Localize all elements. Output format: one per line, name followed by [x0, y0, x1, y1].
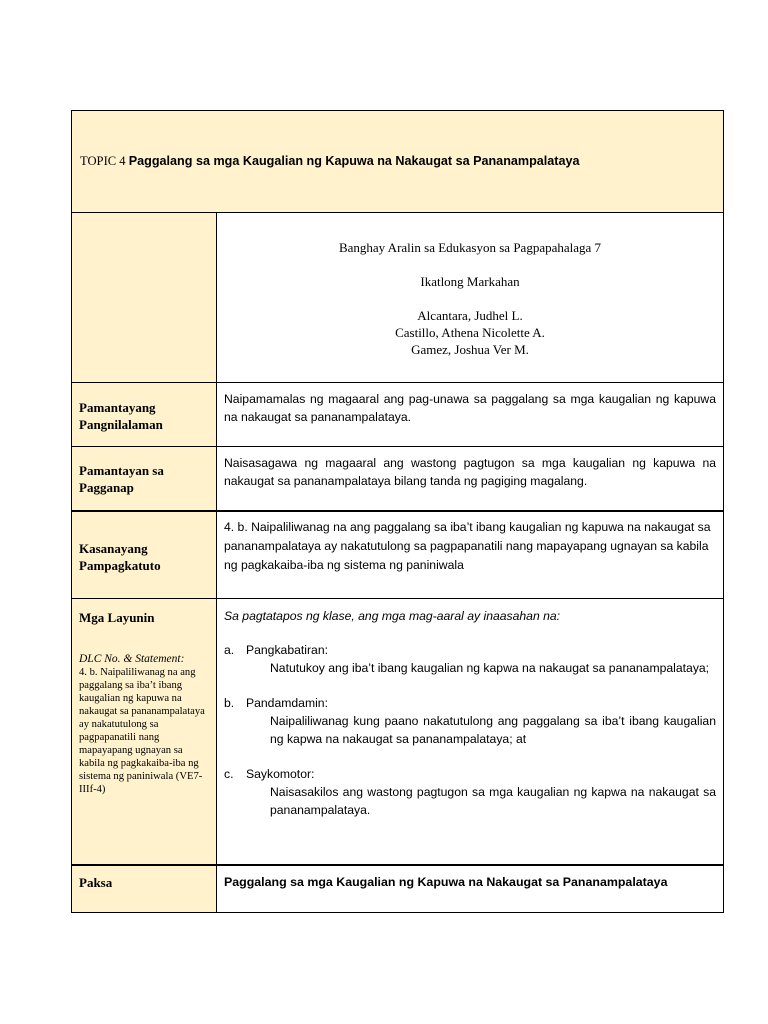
objectives-label: Mga Layunin [79, 610, 155, 625]
competency-row [72, 510, 723, 598]
objective-title: Pangkabatiran: [246, 643, 328, 657]
content-standard-label: Pamantayang Pangnilalaman [79, 400, 163, 432]
objectives-intro: Sa pagtatapos ng klase, ang mga mag-aaral ay inaasahan na: [224, 609, 561, 623]
objective-marker: b. [224, 696, 235, 710]
topic-title-row [72, 111, 723, 212]
topic-text: Paggalang sa mga Kaugalian ng Kapuwa na Nakaugat sa Pananampalataya [224, 875, 668, 889]
lesson-plan-table [71, 110, 724, 913]
author-name: Gamez, Joshua Ver M. [411, 342, 529, 357]
header-info-row [72, 212, 723, 382]
lesson-name: Banghay Aralin sa Edukasyon sa Pagpapahalaga 7 [338, 240, 602, 255]
objective-marker: c. [224, 767, 234, 781]
performance-standard-row [72, 446, 723, 510]
content-standard-row [72, 382, 723, 446]
dlc-text: 4. b. Naipaliliwanag na ang paggalang sa iba’t ibang kaugalian ng kapuwa na nakaugat sa pananampalataya ay nakatutulong sa pagpapanatili nang mapayapang ugnayan sa kabila ng pagkakaiba-iba ng sistema ng paniniwala (VE7-IIIf-4) [79, 667, 205, 795]
objectives-row [72, 598, 723, 864]
objective-title: Saykomotor: [246, 767, 315, 781]
topic-row [72, 864, 723, 912]
performance-standard-text: Naisasagawa ng magaaral ang wastong pagtugon sa mga kaugalian ng kapuwa na nakaugat sa pananampalataya bilang tanda ng pagiging magalang. [224, 456, 716, 488]
objective-marker: a. [224, 643, 235, 657]
topic-title [72, 154, 580, 169]
objective-item [224, 694, 716, 712]
dlc-label: DLC No. & Statement: [79, 653, 185, 665]
header-info-label-cell [72, 213, 217, 382]
author-name: Alcantara, Judhel L. [417, 308, 523, 323]
topic-prefix: TOPIC 4 [80, 154, 129, 168]
author-name: Castillo, Athena Nicolette A. [395, 325, 545, 340]
competency-label: Kasanayang Pampagkatuto [79, 541, 161, 573]
quarter-name: Ikatlong Markahan [420, 274, 520, 289]
objective-item [224, 641, 716, 659]
objectives-cell [217, 599, 723, 864]
competency-label-cell [72, 512, 217, 598]
competency-text: 4. b. Naipaliliwanag na ang paggalang sa iba’t ibang kaugalian ng kapuwa na nakaugat sa pananampalataya ay nakatutulong sa pagpapanatili nang mapayapang ugnayan sa kabila ng pagkakaiba-iba ng sistema ng paniniwala [224, 520, 711, 572]
objective-text: Naipaliliwanag kung paano nakatutulong ang paggalang sa iba’t ibang kaugalian ng kapwa na nakaugat sa pananampalataya; at [270, 714, 716, 746]
performance-standard-label: Pamantayan sa Pagganap [79, 463, 164, 495]
objective-item [224, 765, 716, 783]
topic-title-text: Paggalang sa mga Kaugalian ng Kapuwa na Nakaugat sa Pananampalataya [128, 154, 580, 168]
objectives-label-cell [72, 599, 217, 864]
header-info-cell [217, 213, 723, 382]
content-standard-label-cell [72, 383, 217, 446]
objective-text: Natutukoy ang iba’t ibang kaugalian ng kapwa na nakaugat sa pananampalataya; [270, 661, 710, 675]
objective-title: Pandamdamin: [246, 696, 328, 710]
topic-label: Paksa [79, 875, 113, 890]
performance-standard-label-cell [72, 447, 217, 510]
objective-text: Naisasakilos ang wastong pagtugon sa mga kaugalian ng kapwa na nakaugat sa pananampalataya. [270, 785, 716, 817]
content-standard-text: Naipamamalas ng magaaral ang pag-unawa sa paggalang sa mga kaugalian ng kapuwa na nakaugat sa pananampalataya. [224, 392, 716, 424]
topic-label-cell [72, 866, 217, 912]
